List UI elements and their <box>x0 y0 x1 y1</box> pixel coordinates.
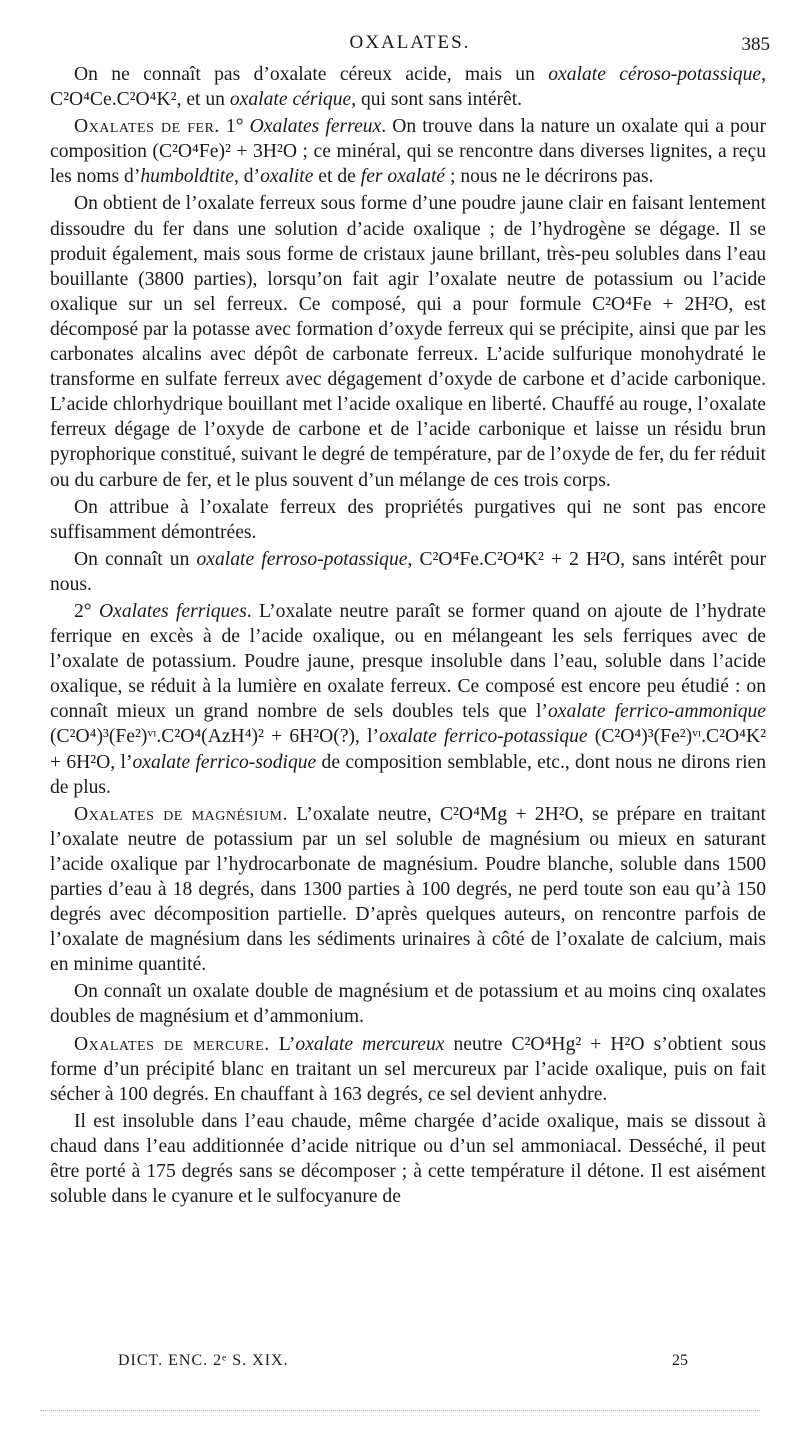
text-run: , C²O⁴Fe.C²O⁴K² + 2 H²O, sans intérêt pour nous. <box>50 548 766 595</box>
text-run: neutre C²O⁴Hg² + H²O s’obtient sous forme d’un précipité blanc en traitant un sel mercureux par l’acide oxalique, puis on fait sécher à 100 degrés. En chauffant à 163 degrés, ce sel devient anhydre. <box>50 1033 767 1105</box>
subsection-heading: Oxalates ferriques <box>98 600 247 622</box>
paragraph-mercury-oxalates <box>50 1032 766 1107</box>
text-run: L’ <box>269 1033 296 1055</box>
text-run: (C²O⁴)³(Fe²)ᵛᶦ.C²O⁴K² + 6H²O, l’ <box>50 726 766 773</box>
paragraph-magnesium-doubles: On connaît un oxalate double de magnésium et de potassium et au moins cinq oxalates doubles de magnésium et d’ammonium. <box>50 981 766 1028</box>
compound-name: oxalate ferrico-potassique <box>379 726 588 748</box>
text-run: . On trouve dans la nature un oxalate qui a pour composition (C²O⁴Fe)² + 3H²O ; ce minéral, qui se rencontre dans diverses lignites, a reçu les noms d’ <box>50 116 766 188</box>
text-run: , C²O⁴Ce.C²O⁴K², et un <box>50 64 766 111</box>
text-run: ; nous ne le décrirons pas. <box>445 166 654 188</box>
section-heading: Oxalates de magnésium. <box>74 803 288 825</box>
text-run: (C²O⁴)³(Fe²)ᵛᶦ.C²O⁴(AzH⁴)² + 6H²O(?), l’ <box>50 726 380 748</box>
compound-name: oxalate mercureux <box>295 1033 445 1055</box>
paragraph-iron-oxalates <box>50 114 766 189</box>
mineral-name: fer oxalaté <box>360 166 446 188</box>
compound-name: oxalate céroso-potassique <box>548 64 762 85</box>
running-title: OXALATES. <box>349 32 471 53</box>
compound-name: oxalate cérique <box>229 89 352 111</box>
page-footer <box>118 1352 688 1376</box>
section-heading: Oxalates de mercure. <box>74 1033 270 1055</box>
signature-mark: DICT. ENC. 2ᵉ S. XIX. <box>118 1352 289 1369</box>
subsection-heading: Oxalates ferreux <box>249 116 382 138</box>
section-heading: Oxalates de fer. <box>74 116 220 138</box>
compound-name: oxalate ferroso-potassique <box>196 548 408 570</box>
text-run: On connaît un <box>74 548 197 570</box>
compound-name: oxalate ferrico-sodique <box>132 751 317 773</box>
text-run: On ne connaît pas d’oxalate céreux acide, mais un <box>74 64 549 85</box>
text-run: 1° <box>219 116 250 138</box>
paragraph-cerium <box>50 62 766 112</box>
paragraph-ferroso-potassic <box>50 547 766 597</box>
mineral-name: humboldtite <box>140 166 234 188</box>
paragraph-ferrous-properties: On attribue à l’oxalate ferreux des propriétés purgatives qui ne sont pas encore suffisamment démontrées. <box>50 496 766 543</box>
paragraph-mercurous-properties: Il est insoluble dans l’eau chaude, même chargée d’acide oxalique, mais se dissout à chaud dans l’eau additionnée d’acide nitrique ou d’un sel ammoniacal. Desséché, il peut être porté à 175 degrés sans se décomposer ; à cette température il détone. Il est aisément soluble dans le cyanure et le sulfocyanure de <box>50 1110 766 1208</box>
paragraph-ferric-oxalates <box>50 599 766 800</box>
text-run: 2° <box>74 600 99 622</box>
text-run: , qui sont sans intérêt. <box>351 89 523 111</box>
text-run: . L’oxalate neutre paraît se former quand on ajoute de l’hydrate ferrique en excès à de l’acide oxalique, ou en mélangeant les sels ferriques avec de l’oxalate de potassium. Poudre jaune, presque insoluble dans l’eau, soluble dans l’acide oxalique, se réduit à la lumière en oxalate ferreux. Ce composé est encore peu étudié : on connaît mieux un grand nombre de sels doubles tels que l’ <box>50 600 766 723</box>
text-run: et de <box>313 166 361 188</box>
text-run: L’oxalate neutre, C²O⁴Mg + 2H²O, se prépare en traitant l’oxalate neutre de potassium par un sel soluble de magnésium ou mieux en saturant l’acide oxalique par l’hydrocarbonate de magnésium. Poudre blanche, soluble dans 1500 parties d’eau à 18 degrés, dans 1300 parties à 100 degrés, ne perd toute son eau qu’à 150 degrés avec décomposition partielle. D’après quelques auteurs, on rencontre parfois de l’oxalate de magnésium dans les sédiments urinaires à côté de l’oxalate de calcium, mais en minime quantité. <box>50 803 766 976</box>
scan-artifact-divider <box>40 1410 760 1415</box>
paragraph-magnesium-oxalates <box>50 802 766 978</box>
fold-number: 25 <box>672 1352 688 1369</box>
body-text <box>50 62 766 1211</box>
compound-name: oxalate ferrico-ammonique <box>547 701 766 723</box>
mineral-name: oxalite <box>260 166 314 188</box>
text-run: , d’ <box>233 166 261 188</box>
running-header <box>50 26 770 56</box>
paragraph-ferrous-preparation: On obtient de l’oxalate ferreux sous forme d’une poudre jaune clair en faisant lentement dissoudre du fer dans une solution d’acide oxalique ; de l’hydrogène se dégage. Il se produit également, mais sous forme de cristaux jaune brillant, très-peu solubles dans l’eau bouillante (3800 parties), lorsqu’on fait agir l’oxalate neutre de potassium ou l’acide oxalique sur un sel ferreux. Ce composé, qui a pour formule C²O⁴Fe + 2H²O, est décomposé par la potasse avec formation d’oxyde ferreux qui se précipite, ainsi que par les carbonates alcalins avec dépôt de carbonate ferreux. L’acide sulfurique monohydraté le transforme en sulfate ferreux avec dégagement d’oxyde de carbone et d’acide carbonique. L’acide chlorhydrique bouillant met l’acide oxalique en liberté. Chauffé au rouge, l’oxalate ferreux dégage de l’oxyde de carbone et de l’acide carbonique et laisse un résidu brun pyrophorique constitué, suivant le degré de température, par de l’oxyde de fer, du fer réduit ou du carbure de fer, et le plus souvent d’un mélange de ces trois corps. <box>50 193 766 491</box>
text-run: de composition semblable, etc., dont nous ne dirons rien de plus. <box>50 751 767 798</box>
page-number: 385 <box>741 34 770 55</box>
